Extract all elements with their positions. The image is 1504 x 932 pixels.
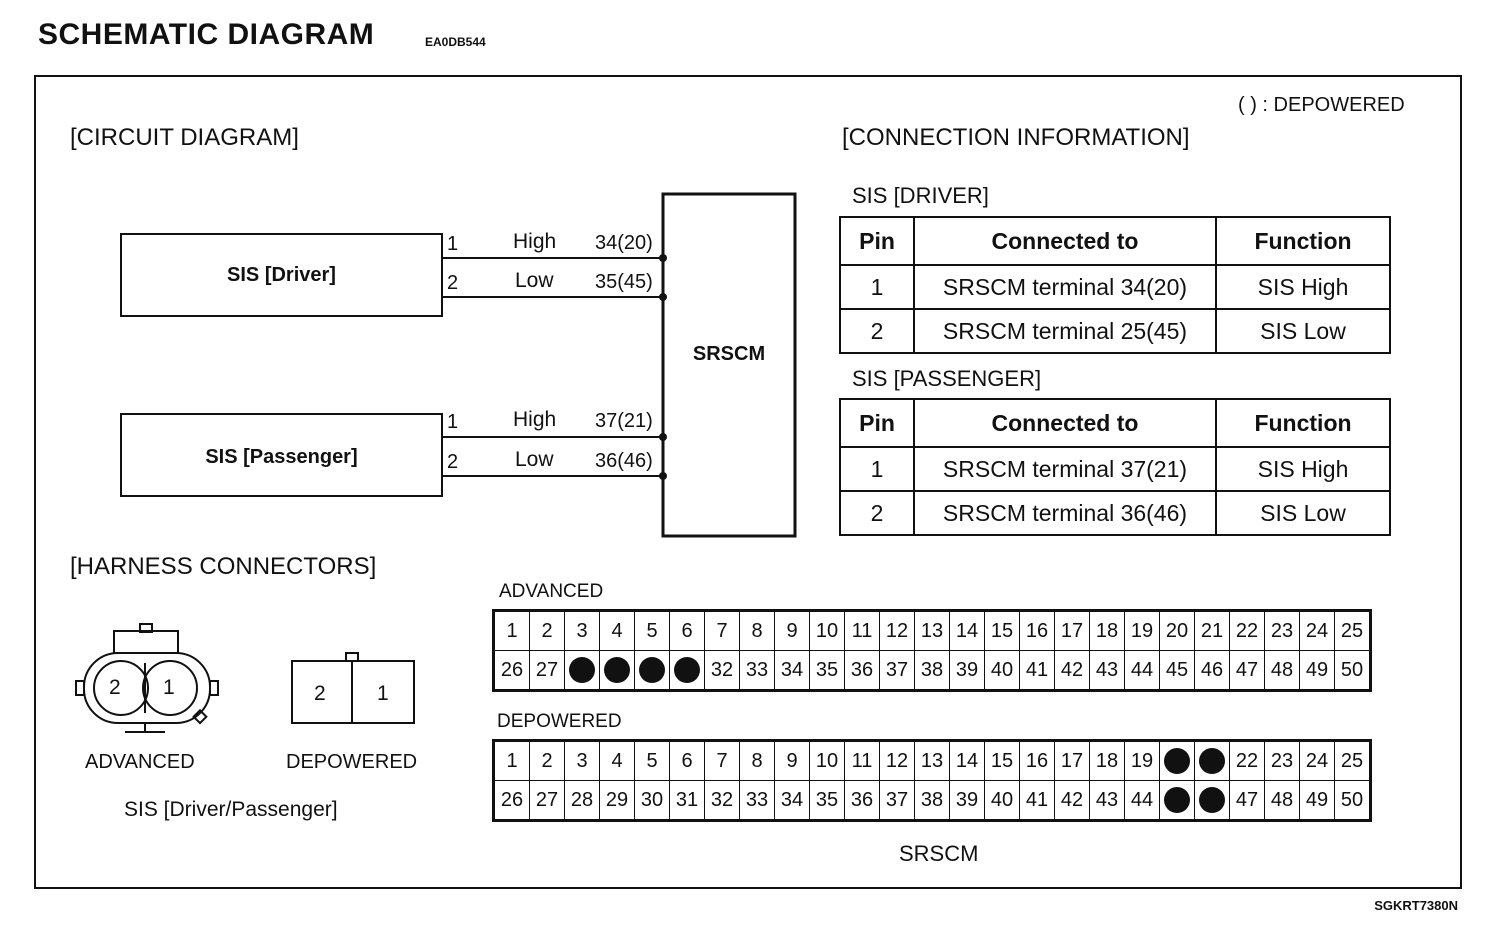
depowered-pin-cell: 44 bbox=[1125, 781, 1160, 821]
depowered-pin-cell: 8 bbox=[740, 741, 775, 781]
advanced-pin-occupied bbox=[635, 651, 670, 691]
advanced-pin-cell: 20 bbox=[1160, 611, 1195, 651]
depowered-pin-cell: 19 bbox=[1125, 741, 1160, 781]
junction-dot bbox=[659, 293, 667, 301]
advanced-pin-cell: 8 bbox=[740, 611, 775, 651]
driver-low-signal: Low bbox=[515, 269, 554, 292]
advanced-pin-cell: 47 bbox=[1230, 651, 1265, 691]
table-cell: SIS High bbox=[1216, 265, 1390, 309]
advanced-connector-label: ADVANCED bbox=[85, 751, 195, 773]
driver-pin-1: 1 bbox=[447, 233, 459, 255]
sis-passenger-table-title: SIS [PASSENGER] bbox=[852, 366, 1042, 391]
table-cell: SIS Low bbox=[1216, 491, 1390, 535]
document-code: EA0DB544 bbox=[425, 35, 486, 49]
depowered-pin-cell: 3 bbox=[565, 741, 600, 781]
page-title: SCHEMATIC DIAGRAM bbox=[38, 18, 375, 51]
advanced-pin-cell: 1 bbox=[494, 611, 530, 651]
advanced-pin-cell: 39 bbox=[950, 651, 985, 691]
advanced-pin-cell: 12 bbox=[880, 611, 915, 651]
occupied-pin-icon bbox=[674, 657, 700, 683]
advanced-pin-cell: 14 bbox=[950, 611, 985, 651]
depowered-grid-label: DEPOWERED bbox=[497, 711, 622, 732]
occupied-pin-icon bbox=[1199, 748, 1225, 774]
advanced-pin-cell: 11 bbox=[845, 611, 880, 651]
depowered-pin-cell: 11 bbox=[845, 741, 880, 781]
passenger-low-terminal: 36(46) bbox=[595, 450, 653, 472]
depowered-pin-1-label: 1 bbox=[377, 682, 389, 705]
depowered-pin-cell: 17 bbox=[1055, 741, 1090, 781]
depowered-pin-cell: 7 bbox=[705, 741, 740, 781]
advanced-pin-2-label: 2 bbox=[109, 676, 121, 699]
depowered-pin-cell: 28 bbox=[565, 781, 600, 821]
junction-dot bbox=[659, 254, 667, 262]
advanced-pin-cell: 15 bbox=[985, 611, 1020, 651]
depowered-pin-cell: 22 bbox=[1230, 741, 1265, 781]
header-function: Function bbox=[1216, 217, 1390, 265]
depowered-pin-cell: 5 bbox=[635, 741, 670, 781]
advanced-pin-cell: 17 bbox=[1055, 611, 1090, 651]
depowered-pin-2-label: 2 bbox=[314, 682, 326, 705]
sis-driver-table-title: SIS [DRIVER] bbox=[852, 183, 989, 208]
advanced-pin-cell: 25 bbox=[1335, 611, 1371, 651]
depowered-pin-cell: 12 bbox=[880, 741, 915, 781]
depowered-pin-cell: 18 bbox=[1090, 741, 1125, 781]
occupied-pin-icon bbox=[569, 657, 595, 683]
depowered-pin-cell: 36 bbox=[845, 781, 880, 821]
advanced-connector-drawing bbox=[76, 624, 218, 732]
passenger-pin-1: 1 bbox=[447, 411, 459, 433]
advanced-pin-cell: 49 bbox=[1300, 651, 1335, 691]
advanced-pin-cell: 44 bbox=[1125, 651, 1160, 691]
depowered-pin-cell: 41 bbox=[1020, 781, 1055, 821]
advanced-pin-cell: 5 bbox=[635, 611, 670, 651]
advanced-pin-cell: 26 bbox=[494, 651, 530, 691]
circuit-diagram-heading: [CIRCUIT DIAGRAM] bbox=[70, 124, 299, 151]
advanced-pin-cell: 36 bbox=[845, 651, 880, 691]
depowered-pin-cell: 4 bbox=[600, 741, 635, 781]
header-pin: Pin bbox=[840, 399, 914, 447]
advanced-pin-occupied bbox=[565, 651, 600, 691]
table-cell: 1 bbox=[840, 265, 914, 309]
table-cell: SRSCM terminal 36(46) bbox=[914, 491, 1216, 535]
depowered-pin-cell: 26 bbox=[494, 781, 530, 821]
advanced-pin-cell: 9 bbox=[775, 611, 810, 651]
depowered-pin-cell: 40 bbox=[985, 781, 1020, 821]
srscm-connector-label: SRSCM bbox=[899, 841, 979, 866]
harness-connectors-heading: [HARNESS CONNECTORS] bbox=[70, 553, 377, 580]
advanced-grid-label: ADVANCED bbox=[499, 581, 604, 602]
advanced-pin-cell: 18 bbox=[1090, 611, 1125, 651]
advanced-pin-cell: 38 bbox=[915, 651, 950, 691]
depowered-pin-cell: 15 bbox=[985, 741, 1020, 781]
advanced-pin-cell: 21 bbox=[1195, 611, 1230, 651]
occupied-pin-icon bbox=[1199, 787, 1225, 813]
table-cell: 2 bbox=[840, 309, 914, 353]
advanced-pin-cell: 48 bbox=[1265, 651, 1300, 691]
srscm-label: SRSCM bbox=[692, 343, 766, 365]
advanced-pin-cell: 16 bbox=[1020, 611, 1055, 651]
connection-information-heading: [CONNECTION INFORMATION] bbox=[842, 124, 1190, 151]
table-cell: SRSCM terminal 37(21) bbox=[914, 447, 1216, 491]
sis-driver-label: SIS [Driver] bbox=[227, 264, 336, 286]
advanced-pin-cell: 13 bbox=[915, 611, 950, 651]
occupied-pin-icon bbox=[604, 657, 630, 683]
advanced-pin-cell: 43 bbox=[1090, 651, 1125, 691]
advanced-pin-cell: 37 bbox=[880, 651, 915, 691]
srscm-depowered-pin-grid bbox=[492, 739, 1372, 822]
depowered-pin-occupied bbox=[1160, 781, 1195, 821]
advanced-pin-cell: 24 bbox=[1300, 611, 1335, 651]
depowered-pin-cell: 9 bbox=[775, 741, 810, 781]
depowered-legend: ( ) : DEPOWERED bbox=[1238, 94, 1405, 116]
table-cell: 1 bbox=[840, 447, 914, 491]
table-cell: SRSCM terminal 34(20) bbox=[914, 265, 1216, 309]
depowered-pin-cell: 39 bbox=[950, 781, 985, 821]
depowered-pin-cell: 10 bbox=[810, 741, 845, 781]
occupied-pin-icon bbox=[1164, 787, 1190, 813]
table-cell: 2 bbox=[840, 491, 914, 535]
depowered-pin-cell: 14 bbox=[950, 741, 985, 781]
depowered-pin-occupied bbox=[1195, 781, 1230, 821]
depowered-pin-cell: 27 bbox=[530, 781, 565, 821]
sis-passenger-label: SIS [Passenger] bbox=[205, 446, 358, 468]
depowered-pin-cell: 6 bbox=[670, 741, 705, 781]
advanced-pin-cell: 41 bbox=[1020, 651, 1055, 691]
driver-pin-2: 2 bbox=[447, 272, 459, 294]
depowered-pin-cell: 47 bbox=[1230, 781, 1265, 821]
depowered-pin-cell: 50 bbox=[1335, 781, 1371, 821]
table-cell: SIS High bbox=[1216, 447, 1390, 491]
advanced-pin-cell: 32 bbox=[705, 651, 740, 691]
table-cell: SIS Low bbox=[1216, 309, 1390, 353]
advanced-pin-cell: 50 bbox=[1335, 651, 1371, 691]
depowered-pin-cell: 48 bbox=[1265, 781, 1300, 821]
depowered-pin-cell: 25 bbox=[1335, 741, 1371, 781]
junction-dot bbox=[659, 472, 667, 480]
depowered-pin-cell: 42 bbox=[1055, 781, 1090, 821]
depowered-connector-drawing bbox=[292, 653, 414, 723]
depowered-pin-cell: 13 bbox=[915, 741, 950, 781]
table-cell: SRSCM terminal 25(45) bbox=[914, 309, 1216, 353]
advanced-pin-cell: 4 bbox=[600, 611, 635, 651]
advanced-pin-cell: 35 bbox=[810, 651, 845, 691]
advanced-pin-cell: 7 bbox=[705, 611, 740, 651]
sis-driver-passenger-label: SIS [Driver/Passenger] bbox=[124, 798, 338, 821]
depowered-pin-cell: 35 bbox=[810, 781, 845, 821]
sis-driver-connection-table bbox=[839, 216, 1391, 354]
junction-dot bbox=[659, 433, 667, 441]
depowered-pin-cell: 37 bbox=[880, 781, 915, 821]
header-pin: Pin bbox=[840, 217, 914, 265]
passenger-low-signal: Low bbox=[515, 448, 554, 471]
depowered-pin-cell: 1 bbox=[494, 741, 530, 781]
depowered-pin-cell: 43 bbox=[1090, 781, 1125, 821]
depowered-pin-cell: 30 bbox=[635, 781, 670, 821]
advanced-pin-cell: 3 bbox=[565, 611, 600, 651]
depowered-pin-cell: 34 bbox=[775, 781, 810, 821]
sis-passenger-connection-table bbox=[839, 398, 1391, 536]
depowered-pin-cell: 29 bbox=[600, 781, 635, 821]
occupied-pin-icon bbox=[1164, 748, 1190, 774]
advanced-pin-cell: 10 bbox=[810, 611, 845, 651]
depowered-pin-occupied bbox=[1160, 741, 1195, 781]
advanced-pin-cell: 2 bbox=[530, 611, 565, 651]
passenger-high-signal: High bbox=[513, 408, 557, 431]
depowered-pin-cell: 16 bbox=[1020, 741, 1055, 781]
advanced-pin-occupied bbox=[600, 651, 635, 691]
depowered-pin-cell: 38 bbox=[915, 781, 950, 821]
advanced-pin-occupied bbox=[670, 651, 705, 691]
depowered-pin-cell: 2 bbox=[530, 741, 565, 781]
advanced-pin-cell: 33 bbox=[740, 651, 775, 691]
depowered-pin-cell: 24 bbox=[1300, 741, 1335, 781]
depowered-connector-label: DEPOWERED bbox=[286, 751, 418, 773]
header-connected-to: Connected to bbox=[914, 399, 1216, 447]
depowered-pin-cell: 31 bbox=[670, 781, 705, 821]
advanced-pin-1-label: 1 bbox=[163, 676, 175, 699]
occupied-pin-icon bbox=[639, 657, 665, 683]
advanced-pin-cell: 27 bbox=[530, 651, 565, 691]
depowered-pin-occupied bbox=[1195, 741, 1230, 781]
advanced-pin-cell: 23 bbox=[1265, 611, 1300, 651]
advanced-pin-cell: 40 bbox=[985, 651, 1020, 691]
depowered-pin-cell: 49 bbox=[1300, 781, 1335, 821]
footer-code: SGKRT7380N bbox=[1374, 898, 1458, 913]
advanced-pin-cell: 22 bbox=[1230, 611, 1265, 651]
advanced-pin-cell: 6 bbox=[670, 611, 705, 651]
driver-low-terminal: 35(45) bbox=[595, 271, 653, 293]
passenger-high-terminal: 37(21) bbox=[595, 410, 653, 432]
driver-high-terminal: 34(20) bbox=[595, 232, 653, 254]
header-connected-to: Connected to bbox=[914, 217, 1216, 265]
driver-high-signal: High bbox=[513, 230, 557, 253]
advanced-pin-cell: 45 bbox=[1160, 651, 1195, 691]
header-function: Function bbox=[1216, 399, 1390, 447]
advanced-pin-cell: 19 bbox=[1125, 611, 1160, 651]
passenger-pin-2: 2 bbox=[447, 451, 459, 473]
advanced-pin-cell: 42 bbox=[1055, 651, 1090, 691]
advanced-pin-cell: 46 bbox=[1195, 651, 1230, 691]
srscm-advanced-pin-grid bbox=[492, 609, 1372, 692]
depowered-pin-cell: 32 bbox=[705, 781, 740, 821]
depowered-pin-cell: 33 bbox=[740, 781, 775, 821]
advanced-pin-cell: 34 bbox=[775, 651, 810, 691]
depowered-pin-cell: 23 bbox=[1265, 741, 1300, 781]
